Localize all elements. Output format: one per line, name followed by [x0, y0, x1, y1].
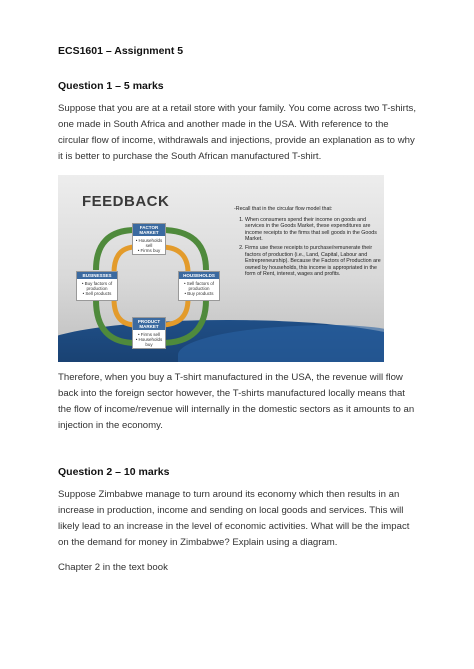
businesses-label: BUSINESSES: [77, 272, 117, 279]
slide-recall: -Recall that in the circular flow model that:: [234, 206, 333, 212]
question2-heading: Question 2 – 10 marks: [58, 466, 170, 478]
answer1-text: Therefore, when you buy a T-shirt manufactured in the USA, the revenue will flow back into the foreign sector however, the T-shirts manufactured locally means that the flow of income/revenue will internally in the domestic sectors as it amounts to an injection in the economy.: [58, 372, 415, 431]
circular-flow-diagram: [66, 215, 226, 355]
households-label: HOUSEHOLDS: [179, 272, 219, 279]
factor-market-label: FACTOR MARKET: [133, 224, 165, 236]
product-market-label: PRODUCT MARKET: [133, 318, 165, 330]
document-title: ECS1601 – Assignment 5: [58, 45, 184, 57]
factor-market-box: [132, 223, 166, 255]
businesses-sub: • Buy factors of production • Sell products: [81, 281, 113, 296]
slide-points-list: [234, 217, 382, 278]
feedback-slide-image: [58, 175, 384, 362]
households-sub: • Sell factors of production • Buy products: [183, 281, 215, 296]
slide-point: 2. Firms use these receipts to purchase/remunerate their factors of production (i.e., Land, Capital, Labour and Entrepreneurship). Because the Factors of Production are owned by households, this income is appropriated in the form of Rent, interest, wages and profits.: [245, 245, 382, 278]
reference-text: Chapter 2 in the text book: [58, 562, 168, 573]
slide-text: [234, 206, 382, 280]
factor-market-sub: • Households sell • Firms buy: [135, 238, 163, 253]
product-market-sub: • Firms sell • Households buy: [135, 332, 163, 347]
arrow-outer-bottom-right: [161, 300, 206, 343]
slide-heading: FEEDBACK: [82, 193, 170, 210]
question2-text: Suppose Zimbabwe manage to turn around its economy which then results in an increase in production, income and sending on local goods and services. This will likely lead to an increase in the level of economic activities. What will be the impact on the demand for money in Zimbabwe? Explain using a diagram.: [58, 489, 410, 548]
product-market-box: [132, 317, 166, 349]
question1-heading: Question 1 – 5 marks: [58, 80, 164, 92]
question1-text: Suppose that you are at a retail store with your family. You come across two T-shirts, one made in South Africa and another made in the USA. With reference to the circular flow of income, withdrawals and injections, provide an explanation as to why it is better to purchase the South African manufactured T-shirt.: [58, 103, 416, 162]
businesses-box: [76, 271, 118, 301]
slide-point: 1. When consumers spend their income on goods and services in the Goods Market, these expenditures are income receipts to the firms that sell goods in the Goods Market.: [245, 217, 382, 243]
households-box: [178, 271, 220, 301]
